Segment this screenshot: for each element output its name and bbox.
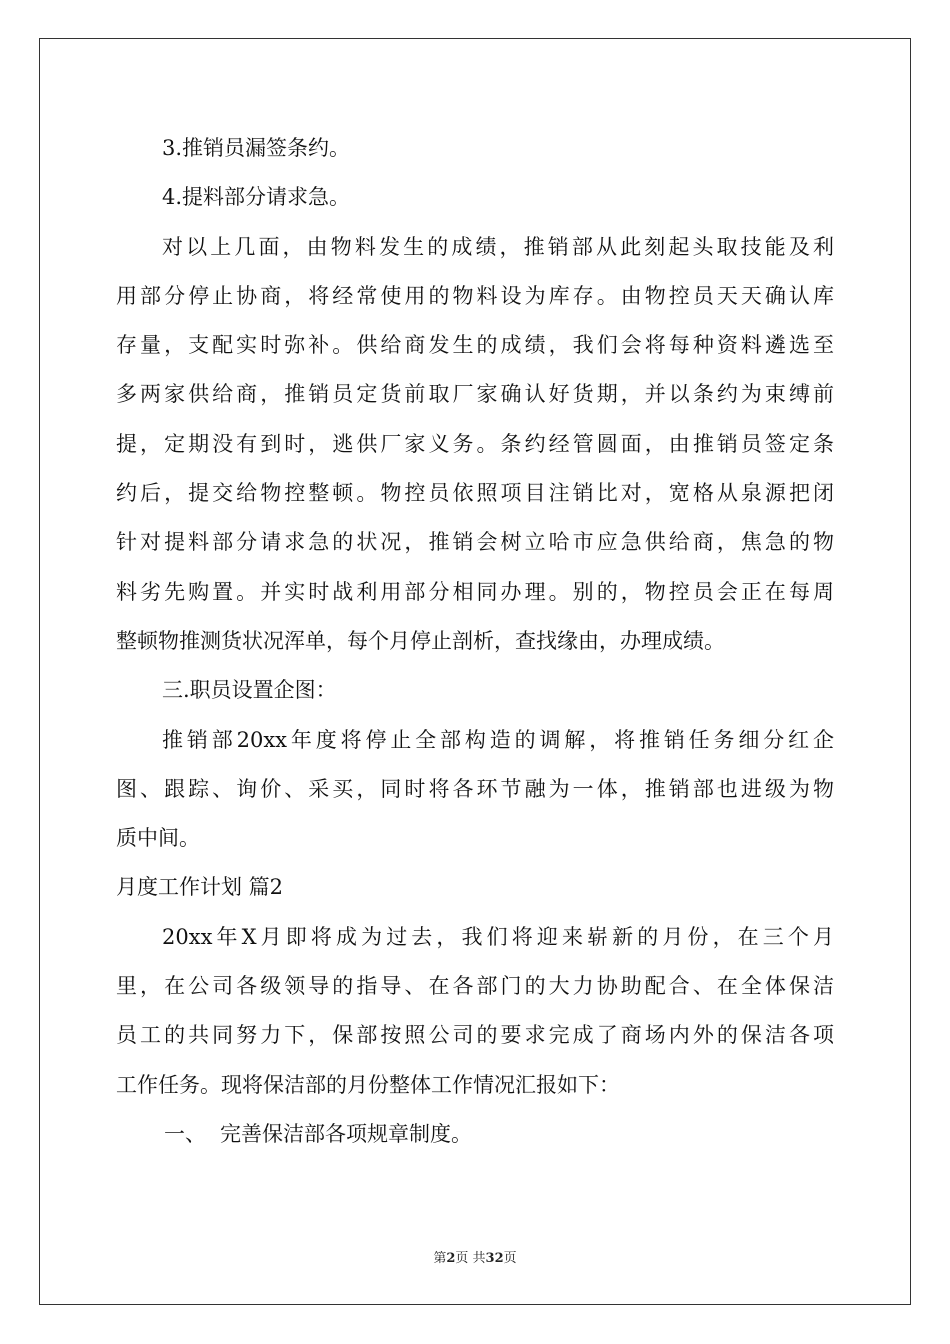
paragraph-line: 对以上几面，由物料发生的成绩，推销部从此刻起头取技能及利 (162, 234, 834, 259)
page-mid: 页 共 (455, 1251, 486, 1266)
paragraph-line: 质中间。 (116, 826, 200, 851)
paragraph-line: 多两家供给商，推销员定货前取厂家确认好货期，并以条约为束缚前 (116, 382, 834, 407)
paragraph-line: 工作任务。现将保洁部的月份整体工作情况汇报如下： (116, 1072, 620, 1097)
list-item: 4.提料部分请求急。 (162, 185, 351, 210)
list-item: 3.推销员漏签条约。 (162, 136, 351, 160)
paragraph-line: 里，在公司各级领导的指导、在各部门的大力协助配合、在全体保洁 (116, 974, 834, 999)
article-heading: 月度工作计划 篇2 (116, 875, 284, 900)
page-current: 2 (446, 1251, 456, 1266)
paragraph-line: 图、跟踪、询价、采买，同时将各环节融为一体，推销部也进级为物 (116, 776, 834, 801)
page-total: 32 (485, 1251, 504, 1266)
paragraph-line: 整顿物推测货状况浑单，每个月停止剖析，查找缘由，办理成绩。 (116, 628, 725, 653)
paragraph-line: 员工的共同努力下，保部按照公司的要求完成了商场内外的保洁各项 (116, 1023, 834, 1048)
paragraph-line: 用部分停止协商，将经常使用的物料设为库存。由物控员天天确认库 (116, 283, 834, 308)
page-footer (0, 1247, 950, 1266)
page-prefix: 第 (433, 1251, 447, 1266)
numbered-heading (116, 1110, 834, 1159)
page-suffix: 页 (503, 1251, 517, 1266)
heading-text: 完善保洁部各项规章制度。 (220, 1121, 472, 1146)
paragraph-line: 存量，支配实时弥补。供给商发生的成绩，我们会将每种资料遴选至 (116, 333, 834, 358)
paragraph-line: 约后，提交给物控整顿。物控员依照项目注销比对，宽格从泉源把闭 (116, 481, 834, 506)
paragraph-line: 提，定期没有到时，逃供厂家义务。条约经管圆面，由推销员签定条 (116, 431, 834, 456)
paragraph-line: 料劣先购置。并实时战利用部分相同办理。别的，物控员会正在每周 (116, 579, 834, 604)
paragraph-line: 推销部20xx年度将停止全部构造的调解，将推销任务细分红企 (162, 727, 834, 752)
paragraph-line: 针对提料部分请求急的状况，推销会树立哈市应急供给商，焦急的物 (116, 530, 834, 555)
heading-number: 一、 (164, 1121, 206, 1146)
document-body (116, 124, 834, 1159)
section-heading: 三.职员设置企图： (162, 678, 337, 703)
paragraph-line: 20xx年X月即将成为过去，我们将迎来崭新的月份，在三个月 (162, 924, 834, 949)
